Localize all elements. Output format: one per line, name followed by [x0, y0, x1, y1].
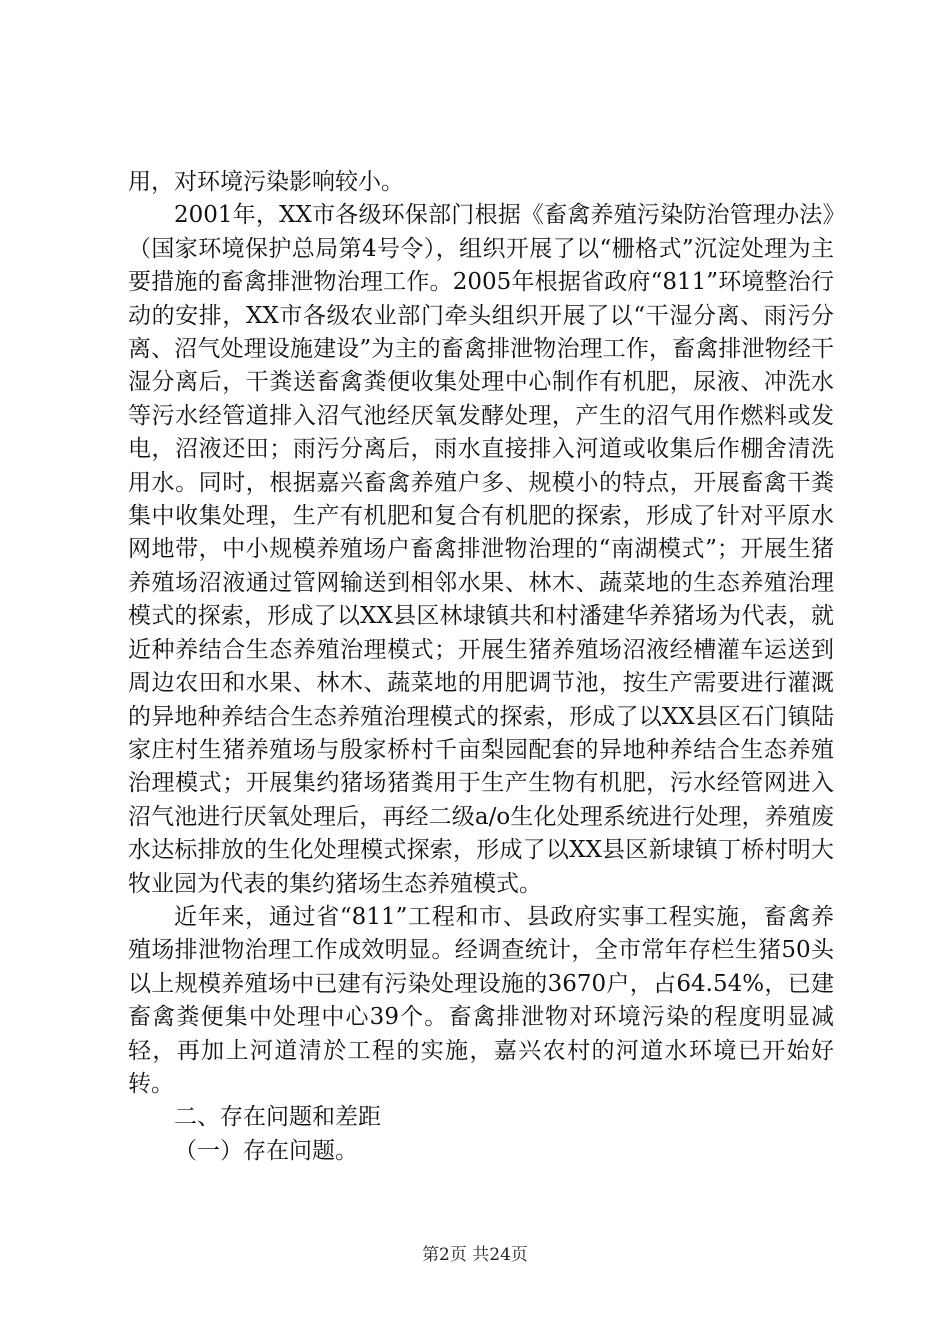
- document-body: [128, 166, 834, 1168]
- paragraph-continuation: 用，对环境污染影响较小。: [128, 169, 404, 195]
- page-footer: 第2页 共24页: [422, 1245, 528, 1265]
- paragraph-results: 近年来，通过省“811”工程和市、县政府实事工程实施，畜禽养殖场排泄物治理工作成效明显。经调查统计，全市常年存栏生猪50头以上规模养殖场中已建有污染处理设施的3670户，占64.54%，已建畜禽粪便集中处理中心39个。畜禽排泄物对环境污染的程度明显减轻，再加上河道清於工程的实施，嘉兴农村的河道水环境已开始好转。: [128, 903, 834, 1097]
- section-heading: 二、存在问题和差距: [174, 1104, 381, 1131]
- paragraph-history: 2001年，XX市各级环保部门根据《畜禽养殖污染防治管理办法》（国家环境保护总局第4号令），组织开展了以“栅格式”沉淀处理为主要措施的畜禽排泄物治理工作。2005年根据省政府“811”环境整治行动的安排，XX市各级农业部门牵头组织开展了以“干湿分离、雨污分离、沼气处理设施建设”为主的畜禽排泄物治理工作，畜禽排泄物经干湿分离后，干粪送畜禽粪便收集处理中心制作有机肥，尿液、冲洗水等污水经管道排入沼气池经厌氧发酵处理，产生的沼气用作燃料或发电，沼液还田；雨污分离后，雨水直接排入河道或收集后作棚舍清洗用水。同时，根据嘉兴畜禽养殖户多、规模小的特点，开展畜禽干粪集中收集处理，生产有机肥和复合有机肥的探索，形成了针对平原水网地带，中小规模养殖场户畜禽排泄物治理的“南湖模式”；开展生猪养殖场沼液通过管网输送到相邻水果、林木、蔬菜地的生态养殖治理模式的探索，形成了以XX县区林埭镇共和村潘建华养猪场为代表，就近种养结合生态养殖治理模式；开展生猪养殖场沼液经槽灌车运送到周边农田和水果、林木、蔬菜地的用肥调节池，按生产需要进行灌溉的异地种养结合生态养殖治理模式的探索，形成了以XX县区石门镇陆家庄村生猪养殖场与殷家桥村千亩梨园配套的异地种养结合生态养殖治理模式；开展集约猪场猪粪用于生产生物有机肥，污水经管网进入沼气池进行厌氧处理后，再经二级a/o生化处理系统进行处理，养殖废水达标排放的生化处理模式探索，形成了以XX县区新埭镇丁桥村明大牧业园为代表的集约猪场生态养殖模式。: [128, 202, 834, 897]
- subsection-heading: （一）存在问题。: [174, 1137, 358, 1164]
